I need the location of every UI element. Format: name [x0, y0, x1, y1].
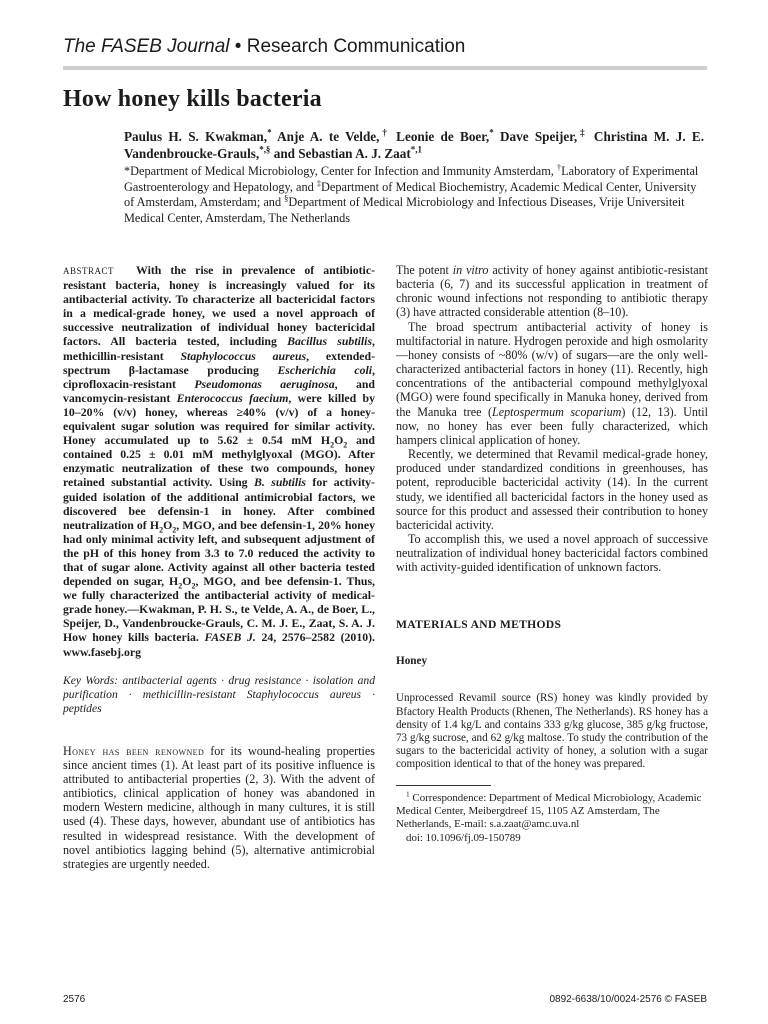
doi: doi: 10.1096/fj.09-150789 [406, 831, 521, 844]
header-separator: • [234, 36, 242, 57]
affiliation-text: Department of Medical Microbiology, Center for Infection and Immunity Amsterdam, [130, 164, 557, 178]
author-name: Anje A. te Velde, [271, 129, 380, 144]
author-name: Dave Speijer, [493, 129, 578, 144]
header-rule [63, 66, 707, 70]
affiliation-marker: * [267, 127, 272, 138]
page-number: 2576 [63, 994, 86, 1005]
affiliation-marker: * [124, 164, 131, 178]
keywords: Key Words: antibacterial agents · drug resistance · isolation and purification · methicillin-resistant Staphylococcus aureus · peptides [63, 673, 375, 715]
footnote-marker: 1 [406, 789, 410, 799]
author-name: Leonie de Boer, [389, 129, 490, 144]
body-paragraph: The broad spectrum antibacterial activity of honey is multifactorial in nature. Hydrogen peroxide and high osmolarity—honey consists of ~80% (w/v) of sugars—are the only well-characterized antibacterial factors in honey (11). Recently, high concentrations of the antibacterial compound methylglyoxal (MGO) were found specifically in Manuka honey, derived from the Manuka tree (Leptospermum scoparium) (12, 13). Until now, no honey has ever been fully characterized, which hampers clinical application of honey. [396, 319, 709, 447]
issn-copyright: 0892-6638/10/0024-2576 © FASEB [549, 994, 707, 1005]
left-column [63, 263, 375, 871]
affiliation-marker: ‡ [577, 127, 588, 138]
author-name: Christina M. J. E. Vandenbroucke-Grauls, [124, 129, 704, 161]
affiliation-marker: ‡ [316, 178, 322, 188]
article-type: Research Communication [246, 36, 466, 57]
affiliation-marker: *,§ [259, 144, 271, 155]
affiliation-marker: † [379, 127, 390, 138]
methods-paragraph: Unprocessed Revamil source (RS) honey was kindly provided by Bfactory Health Products (Rhenen, The Netherlands). RS honey has a density of 1.4 kg/L and contains 333 g/kg glucose, 385 g/kg fructose, 73 g/kg sucrose, and 62 g/kg maltose. To study the contribution of the sugars to the bactericidal activity of honey, a solution with a sugar composition identical to that of the honey was prepared. [396, 692, 708, 770]
affiliation-text: Laboratory of Experimental Gastroenterology and Hepatology, and [124, 164, 699, 194]
correspondence-footnote: $^1$ Correspondence: Department of Medical Microbiology, Academic Medical Center, Meibergdreef 15, 1105 AZ Amsterdam, The Netherlands, E-mail: s.a.zaat@amc.uva.nl doi: 10.1096/fj.09-150789 [396, 792, 708, 845]
affiliation-marker: *,1 [410, 144, 422, 155]
body-paragraph: To accomplish this, we used a novel approach of successive neutralization of individual honey bactericidal factors combined with activity-guided identification of unknown factors. [396, 531, 708, 575]
abstract: ABSTRACT With the rise in prevalence of antibiotic-resistant bacteria, honey is increasingly valued for its antibacterial activity. To characterize all bactericidal factors in a medical-grade honey, we used a novel approach of successive neutralization of individual honey bactericidal factors. All bacteria tested, including Bacillus subtilis, methicillin-resistant Staphylococcus aureus, extended-spectrum β-lactamase producing Escherichia coli, ciprofloxacin-resistant Pseudomonas aeruginosa, and vancomycin-resistant Enterococcus faecium, were killed by 10–20% (v/v) honey, whereas ≥40% (v/v) of a honey-equivalent sugar solution was required for similar activity. Honey accumulated up to 5.62 ± 0.54 mM $H_2O_2$ and contained 0.25 ± 0.01 mM methylglyoxal (MGO). After enzymatic neutralization of these two compounds, honey retained substantial activity. Using B. subtilis for activity-guided isolation of the additional antimicrobial factors, we discovered bee defensin-1 in honey. After combined neutralization of $H_2O_2$, MGO, and bee defensin-1, 20% honey had only minimal activity left, and subsequent adjustment of the pH of this honey from 3.3 to 7.0 reduced the activity to that of sugar alone. Activity against all other bacteria tested depended on sugar, $H_2O_2$, MGO, and bee defensin-1. Thus, we fully characterized the antibacterial activity of medical-grade honey.—Kwakman, P. H. S., te Velde, A. A., de Boer, L., Speijer, D., Vandenbroucke-Grauls, C. M. J. E., Zaat, S. A. J. How honey kills bacteria. FASEB J. 24, 2576–2582 (2010). www.fasebj.org [63, 263, 376, 659]
body-paragraph: Recently, we determined that Revamil medical-grade honey, produced under standardized conditions in greenhouses, has potent, reproducible bactericidal activity (14). In the current study, we identified all bactericidal factors in the honey used as source for this product and assessed their contribution to honey bactericidal activity. [396, 447, 708, 532]
footnote-rule [396, 785, 491, 786]
intro-lead-in: Honey has been renowned [63, 743, 205, 758]
introduction-paragraph: Honey has been renowned for its wound-healing properties since ancient times (1). At least part of its positive influence is attributed to antibacterial properties (2, 3). With the advent of antibiotics, clinical application of honey was abandoned in modern Western medicine, although in many cultures, it is still used (4). These days, however, abundant use of antibiotics has resulted in widespread resistance. With the development of novel antibiotics lagging behind (5), alternative antimicrobial strategies are urgently needed. [63, 743, 375, 871]
affiliation-marker: § [284, 193, 289, 203]
affiliation-marker: * [489, 127, 494, 138]
article-title: How honey kills bacteria [63, 86, 322, 112]
affiliations [124, 164, 704, 226]
journal-name: The FASEB Journal [63, 36, 230, 57]
subsection-heading: Honey [396, 655, 428, 668]
affiliation-text: Department of Medical Biochemistry, Academic Medical Center, University of Amsterdam, Amsterdam; and [124, 179, 697, 209]
section-heading: MATERIALS AND METHODS [396, 618, 562, 632]
author-name: and Sebastian A. J. Zaat [270, 146, 411, 161]
author-list [124, 128, 704, 162]
body-paragraph: The potent in vitro activity of honey against antibiotic-resistant bacteria (6, 7) and its successful application in treatment of chronic wound infections not responding to antibiotic therapy (3) have attracted considerable attention (8–10). [396, 263, 709, 320]
affiliation-marker: † [556, 162, 562, 172]
abstract-label: ABSTRACT [63, 266, 115, 276]
right-column [396, 263, 708, 845]
journal-header [63, 36, 465, 58]
author-name: Paulus H. S. Kwakman, [124, 129, 268, 144]
affiliation-text: Department of Medical Microbiology and Infectious Diseases, Vrije Universiteit Medical Center, Amsterdam, The Netherlands [124, 195, 685, 225]
